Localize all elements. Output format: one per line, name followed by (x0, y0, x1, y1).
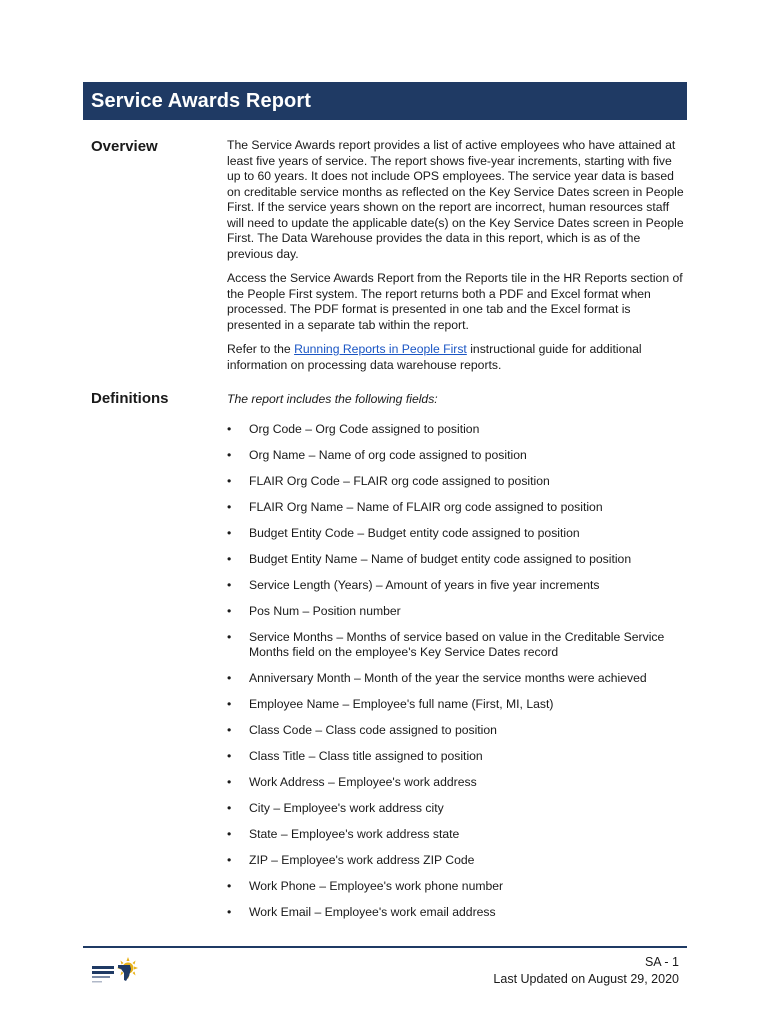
list-item (227, 671, 685, 687)
bullet-icon: • (227, 723, 232, 737)
overview-heading: Overview (91, 138, 158, 155)
field-definition: State – Employee's work address state (249, 827, 460, 841)
bullet-icon: • (227, 447, 232, 462)
bullet-icon: • (227, 421, 232, 436)
list-item (227, 723, 685, 739)
field-definition: Work Email – Employee's work email address (249, 905, 496, 919)
page-title: Service Awards Report (91, 89, 311, 112)
overview-paragraph-1: The Service Awards report provides a list of active employees who have attained at least five years of service. The report shows five-year increments, starting with five up to 60 years. It does not include OPS employees. The service year data is based on creditable service months as reflected on the Key Service Dates screen in People First. If the service years shown on the report are incorrect, human resources staff will need to update the applicable date(s) on the Key Service Dates screen in People First. The Data Warehouse provides the data in this report, which is as of the previous day. (227, 138, 684, 261)
page-number: SA - 1 (644, 955, 679, 969)
field-definition: Budget Entity Code – Budget entity code assigned to position (249, 525, 580, 540)
bullet-icon: • (227, 775, 232, 789)
bullet-icon: • (227, 499, 232, 514)
field-definition: ZIP – Employee's work address ZIP Code (249, 853, 475, 867)
overview-paragraph-3-before: Refer to the (227, 342, 295, 356)
list-item (227, 526, 685, 542)
list-item (227, 853, 685, 869)
bullet-icon: • (227, 749, 232, 763)
bullet-icon: • (227, 697, 232, 711)
field-definition: Pos Num – Position number (249, 603, 401, 618)
field-definition: Class Code – Class code assigned to position (249, 723, 497, 737)
bullet-icon: • (227, 905, 232, 919)
field-definition: Org Code – Org Code assigned to position (249, 421, 480, 436)
bullet-icon: • (227, 671, 232, 685)
list-item (227, 775, 685, 791)
definitions-intro: The report includes the following fields: (227, 392, 438, 406)
definitions-body (227, 392, 685, 931)
field-definition: Class Title – Class title assigned to position (249, 749, 483, 763)
last-updated: Last Updated on August 29, 2020 (493, 972, 679, 986)
bullet-icon: • (227, 551, 232, 566)
field-definition: Work Phone – Employee's work phone number (249, 879, 504, 893)
field-definition: Work Address – Employee's work address (249, 775, 477, 789)
list-item (227, 749, 685, 765)
bullet-icon: • (227, 629, 232, 644)
bullet-icon: • (227, 879, 232, 893)
overview-paragraph-2: Access the Service Awards Report from the Reports tile in the HR Reports section of the People First system. The report returns both a PDF and Excel format when processed. The PDF format is presented in one tab and the Excel format is presented in a separate tab within the report. (227, 271, 683, 332)
running-reports-link[interactable]: Running Reports in People First (294, 342, 467, 356)
overview-paragraph-3 (227, 342, 685, 373)
field-definition: Service Length (Years) – Amount of years in five year increments (249, 577, 600, 592)
field-definition: Budget Entity Name – Name of budget entity code assigned to position (249, 551, 632, 566)
list-item (227, 474, 685, 490)
field-definition: FLAIR Org Code – FLAIR org code assigned to position (249, 473, 550, 488)
overview-body (227, 138, 685, 382)
list-item (227, 879, 685, 895)
list-item (227, 422, 685, 438)
overview-paragraph-3-after: instructional guide for additional information on processing data warehouse reports. (227, 342, 642, 372)
list-item (227, 905, 685, 921)
list-item (227, 552, 685, 568)
bullet-icon: • (227, 853, 232, 867)
field-definition: FLAIR Org Name – Name of FLAIR org code assigned to position (249, 499, 603, 514)
title-bar (83, 82, 687, 120)
list-item (227, 604, 685, 620)
list-item (227, 827, 685, 843)
list-item (227, 630, 685, 661)
bullet-icon: • (227, 801, 232, 815)
list-item (227, 448, 685, 464)
bullet-icon: • (227, 577, 232, 592)
footer-divider (83, 946, 687, 948)
list-item (227, 578, 685, 594)
bullet-icon: • (227, 603, 232, 618)
people-first-logo-icon (90, 956, 138, 986)
field-definition: City – Employee's work address city (249, 801, 444, 815)
bullet-icon: • (227, 473, 232, 488)
fields-list (227, 422, 685, 921)
field-definition: Employee Name – Employee's full name (First, MI, Last) (249, 697, 554, 711)
list-item (227, 801, 685, 817)
field-definition: Anniversary Month – Month of the year the service months were achieved (249, 671, 647, 685)
bullet-icon: • (227, 827, 232, 841)
list-item (227, 500, 685, 516)
list-item (227, 697, 685, 713)
bullet-icon: • (227, 525, 232, 540)
definitions-heading: Definitions (91, 390, 169, 407)
field-definition: Service Months – Months of service based on value in the Creditable Service Months field on the employee's Key Service Dates record (249, 629, 665, 659)
field-definition: Org Name – Name of org code assigned to position (249, 447, 527, 462)
